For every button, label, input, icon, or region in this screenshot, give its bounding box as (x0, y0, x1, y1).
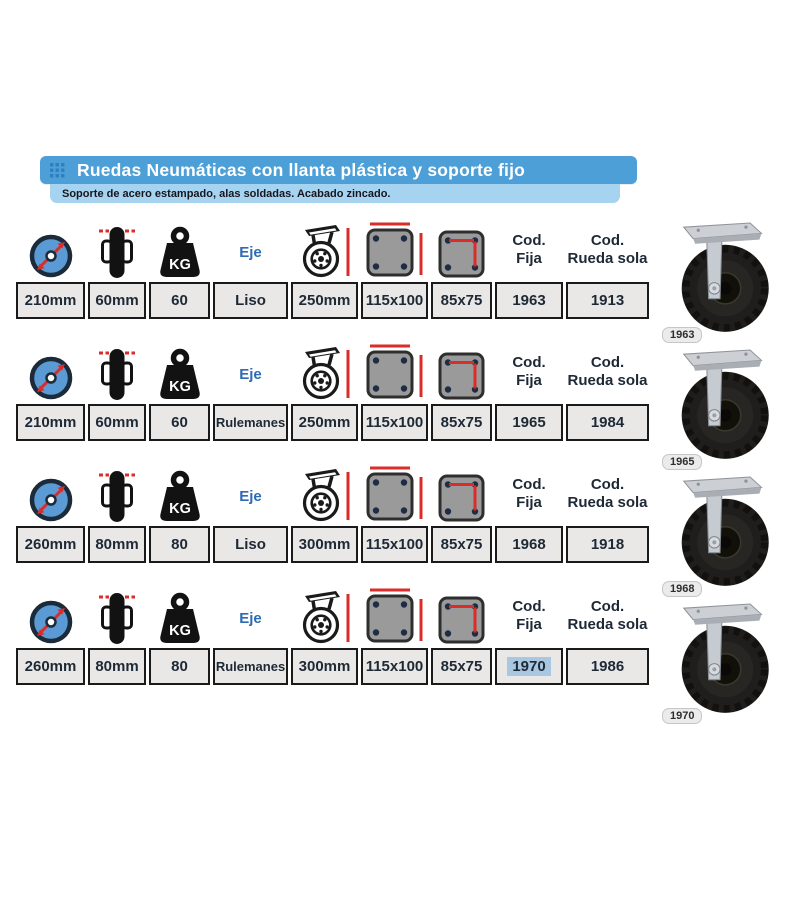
cell-wheel-width (88, 282, 146, 319)
spec-values-row (16, 526, 650, 563)
column-header-label: Cod. Fija (512, 476, 546, 511)
column-header-hole-spacing (431, 348, 492, 404)
cell-total-height (291, 282, 358, 319)
wheel-diameter-icon (28, 598, 74, 646)
column-header-load-kg (149, 348, 210, 404)
cell-wheel-diameter (16, 282, 85, 319)
column-header-cod-rueda-sola (566, 232, 649, 282)
column-header-label: Eje (239, 366, 262, 383)
spec-values-row (16, 404, 650, 441)
column-header-axle-type (213, 488, 288, 526)
cell-load-kg (149, 404, 210, 441)
plate-size-icon (362, 586, 428, 646)
wheel-diameter-icon (28, 232, 74, 280)
spec-values-row (16, 282, 650, 319)
caster-photo (660, 603, 778, 717)
column-header-label: Eje (239, 244, 262, 261)
caster-height-icon (296, 466, 354, 524)
wheel-diameter-icon (28, 476, 74, 524)
cell-total-height (291, 404, 358, 441)
plate-size-icon (362, 342, 428, 402)
cell-hole-spacing (431, 282, 492, 319)
cell-value: 1913 (590, 292, 625, 309)
cell-axle-type (213, 648, 288, 685)
column-header-label: Eje (239, 610, 262, 627)
kg-weight-icon (154, 470, 206, 524)
cell-cod-fija (495, 282, 563, 319)
cell-value: Rulemanes (215, 415, 286, 430)
column-header-wheel-width (88, 468, 146, 526)
column-header-axle-type (213, 366, 288, 404)
cell-cod-rueda-sola (566, 526, 649, 563)
spec-table-section (16, 468, 650, 563)
column-header-cod-fija (495, 232, 563, 282)
cell-cod-fija (495, 648, 563, 685)
cell-value: 1984 (590, 414, 625, 431)
cell-value: 1963 (512, 292, 546, 309)
cell-value: 115x100 (365, 658, 424, 675)
column-header-label: Cod. Fija (512, 598, 546, 633)
cell-axle-type (213, 404, 288, 441)
svg-text:KG: KG (168, 257, 191, 273)
selected-text[interactable]: 1970 (507, 657, 550, 676)
caster-height-icon (296, 222, 354, 280)
cell-wheel-width (88, 404, 146, 441)
cell-value: 80 (171, 536, 188, 553)
cell-value: 85x75 (440, 658, 483, 675)
cell-value: 115x100 (365, 536, 424, 553)
column-header-hole-spacing (431, 226, 492, 282)
cell-cod-fija (495, 404, 563, 441)
column-header-label: Cod. Rueda sola (567, 598, 648, 633)
cell-value: 1968 (512, 536, 546, 553)
cell-value: 300mm (298, 658, 351, 675)
grid-icon (50, 163, 65, 178)
product-photo-block (660, 349, 778, 466)
subtitle-bar (50, 184, 620, 203)
column-header-total-height (291, 466, 358, 526)
cell-wheel-diameter (16, 526, 85, 563)
cell-value: 250mm (298, 292, 351, 309)
column-header-label: Cod. Rueda sola (567, 476, 648, 511)
column-header-plate-size (361, 464, 428, 526)
column-header-cod-fija (495, 354, 563, 404)
product-photo-block (660, 222, 778, 339)
spec-table-section (16, 590, 650, 685)
svg-text:KG: KG (168, 379, 191, 395)
cell-value: 115x100 (365, 292, 424, 309)
title-bar (40, 156, 637, 184)
cell-plate-size (361, 526, 428, 563)
cell-value: Rulemanes (215, 659, 286, 674)
column-header-hole-spacing (431, 592, 492, 648)
cell-value: Liso (235, 292, 266, 309)
column-header-label: Cod. Fija (512, 232, 546, 267)
kg-weight-icon (154, 226, 206, 280)
column-header-row (16, 468, 650, 526)
cell-value: 80 (171, 658, 188, 675)
cell-total-height (291, 526, 358, 563)
column-header-load-kg (149, 592, 210, 648)
cell-hole-spacing (431, 648, 492, 685)
kg-weight-icon (154, 592, 206, 646)
column-header-cod-rueda-sola (566, 354, 649, 404)
column-header-label: Cod. Rueda sola (567, 232, 648, 267)
cell-load-kg (149, 526, 210, 563)
cell-hole-spacing (431, 526, 492, 563)
wheel-width-icon (92, 590, 142, 646)
column-header-hole-spacing (431, 470, 492, 526)
plate-size-icon (362, 464, 428, 524)
column-header-row (16, 346, 650, 404)
spec-values-row (16, 648, 650, 685)
wheel-width-icon (92, 224, 142, 280)
page-title: Ruedas Neumáticas con llanta plástica y soporte fijo (77, 159, 526, 180)
column-header-cod-fija (495, 598, 563, 648)
hole-spacing-icon (434, 348, 490, 402)
column-header-axle-type (213, 244, 288, 282)
svg-text:KG: KG (168, 501, 191, 517)
cell-value: 210mm (24, 414, 77, 431)
product-photo-block (660, 476, 778, 593)
cell-plate-size (361, 282, 428, 319)
product-photo-block (660, 603, 778, 720)
cell-axle-type (213, 282, 288, 319)
cell-plate-size (361, 404, 428, 441)
cell-value: 85x75 (440, 536, 483, 553)
cell-value: 60mm (95, 414, 139, 431)
column-header-wheel-diameter (16, 476, 85, 526)
wheel-width-icon (92, 346, 142, 402)
cell-wheel-diameter (16, 404, 85, 441)
cell-value: 60 (171, 292, 188, 309)
caster-photo (660, 222, 778, 336)
column-header-total-height (291, 344, 358, 404)
cell-total-height (291, 648, 358, 685)
cell-value: 260mm (24, 536, 77, 553)
caster-photo (660, 476, 778, 590)
cell-value: 1918 (590, 536, 625, 553)
column-header-wheel-diameter (16, 354, 85, 404)
column-header-cod-fija (495, 476, 563, 526)
cell-value: 260mm (24, 658, 77, 675)
cell-load-kg (149, 282, 210, 319)
product-code-badge: 1968 (662, 581, 702, 597)
column-header-axle-type (213, 610, 288, 648)
column-header-wheel-width (88, 224, 146, 282)
column-header-row (16, 224, 650, 282)
cell-cod-rueda-sola (566, 404, 649, 441)
cell-value: 80mm (95, 536, 139, 553)
hole-spacing-icon (434, 592, 490, 646)
plate-size-icon (362, 220, 428, 280)
caster-height-icon (296, 344, 354, 402)
cell-cod-rueda-sola (566, 648, 649, 685)
caster-height-icon (296, 588, 354, 646)
cell-value: 115x100 (365, 414, 424, 431)
product-code-badge: 1963 (662, 327, 702, 343)
hole-spacing-icon (434, 470, 490, 524)
column-header-wheel-width (88, 346, 146, 404)
cell-value: 85x75 (440, 414, 483, 431)
column-header-plate-size (361, 586, 428, 648)
column-header-total-height (291, 222, 358, 282)
wheel-diameter-icon (28, 354, 74, 402)
cell-value: 1965 (512, 414, 546, 431)
product-photos (660, 222, 782, 730)
column-header-label: Cod. Fija (512, 354, 546, 389)
cell-cod-fija (495, 526, 563, 563)
column-header-cod-rueda-sola (566, 476, 649, 526)
page-subtitle: Soporte de acero estampado, alas soldadas. Acabado zincado. (62, 187, 391, 200)
cell-value: 60mm (95, 292, 139, 309)
column-header-plate-size (361, 220, 428, 282)
cell-wheel-width (88, 648, 146, 685)
caster-photo (660, 349, 778, 463)
cell-hole-spacing (431, 404, 492, 441)
cell-axle-type (213, 526, 288, 563)
product-code-badge: 1970 (662, 708, 702, 724)
cell-load-kg (149, 648, 210, 685)
cell-wheel-width (88, 526, 146, 563)
cell-value: 80mm (95, 658, 139, 675)
column-header-label: Eje (239, 488, 262, 505)
cell-wheel-diameter (16, 648, 85, 685)
column-header-plate-size (361, 342, 428, 404)
cell-value: 60 (171, 414, 188, 431)
cell-plate-size (361, 648, 428, 685)
column-header-wheel-diameter (16, 232, 85, 282)
cell-value: 85x75 (440, 292, 483, 309)
spec-table-section (16, 346, 650, 441)
svg-text:KG: KG (168, 623, 191, 639)
spec-table-section (16, 224, 650, 319)
cell-value: Liso (235, 536, 266, 553)
kg-weight-icon (154, 348, 206, 402)
column-header-wheel-width (88, 590, 146, 648)
cell-value: 1986 (590, 658, 625, 675)
column-header-load-kg (149, 470, 210, 526)
spec-tables (16, 224, 650, 712)
cell-value: 210mm (24, 292, 77, 309)
cell-value: 300mm (298, 536, 351, 553)
column-header-total-height (291, 588, 358, 648)
column-header-cod-rueda-sola (566, 598, 649, 648)
wheel-width-icon (92, 468, 142, 524)
column-header-row (16, 590, 650, 648)
column-header-wheel-diameter (16, 598, 85, 648)
column-header-label: Cod. Rueda sola (567, 354, 648, 389)
product-code-badge: 1965 (662, 454, 702, 470)
column-header-load-kg (149, 226, 210, 282)
hole-spacing-icon (434, 226, 490, 280)
cell-value: 250mm (298, 414, 351, 431)
cell-cod-rueda-sola (566, 282, 649, 319)
